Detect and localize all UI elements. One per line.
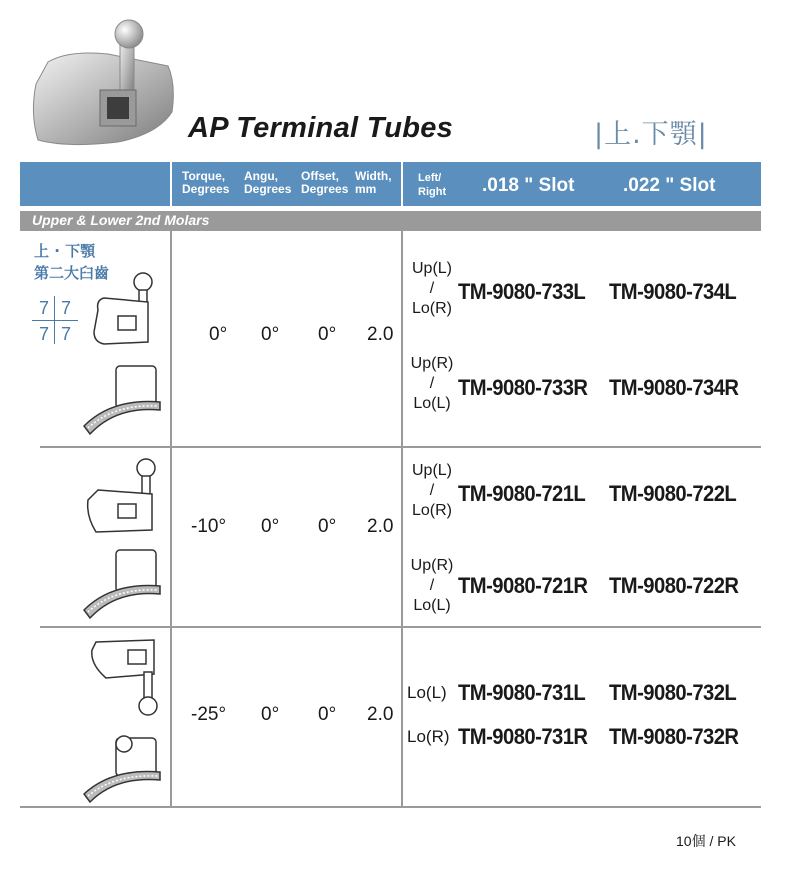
row-divider (40, 446, 761, 448)
column-divider (170, 231, 172, 808)
pack-quantity-note: 10個 / PK (676, 833, 736, 849)
part-number-018: TM-9080-733R (458, 375, 588, 400)
row1-entry1-side: Up(L) / Lo(R) (411, 260, 452, 317)
row3-width: 2.0 (367, 704, 394, 725)
header-angulation: Angu, Degrees (244, 169, 292, 196)
header-slot-022: .022 " Slot (623, 175, 716, 196)
part-number-018: TM-9080-721L (458, 481, 586, 506)
row3-entry1-side: Lo(L) (407, 683, 447, 702)
part-number-022: TM-9080-734L (609, 279, 737, 304)
terminal-tube-product-image (28, 14, 178, 150)
row2-width: 2.0 (367, 516, 394, 537)
row1-offset: 0° (318, 324, 337, 345)
column-divider (401, 231, 403, 808)
table-bottom-border (20, 806, 761, 808)
tooth-number-lower-right: 7 (61, 324, 72, 344)
row2-entry2-side: Up(R) / Lo(L) (410, 557, 454, 614)
row2-entry1-side: Up(L) / Lo(R) (411, 462, 452, 519)
row3-torque: -25° (191, 704, 227, 725)
header-separator (401, 162, 403, 206)
tooth-chart (32, 296, 78, 346)
tooth-chart-vline (54, 296, 55, 344)
tube-occlusal-view-icon (82, 548, 162, 620)
tooth-number-upper-left: 7 (39, 298, 50, 318)
header-left-right: Left/ Right (418, 172, 447, 198)
tube-occlusal-view-icon (82, 734, 162, 804)
section-label: Upper & Lower 2nd Molars (32, 212, 210, 228)
cjk-title: |上.下顎| (594, 119, 708, 150)
row3-offset: 0° (318, 704, 337, 725)
header-offset: Offset, Degrees (301, 169, 349, 196)
row1-entry2-side: Up(R) / Lo(L) (410, 355, 454, 412)
part-number-022: TM-9080-722R (609, 573, 739, 598)
part-number-022: TM-9080-732L (609, 680, 737, 705)
header-width: Width, mm (355, 169, 392, 196)
tube-occlusal-view-icon (82, 364, 162, 436)
row2-torque: -10° (191, 516, 227, 537)
cjk-arch-label: 上 · 下顎 (34, 242, 96, 260)
part-number-018: TM-9080-731L (458, 680, 586, 705)
row3-entry2-side: Lo(R) (407, 727, 450, 746)
row2-angulation: 0° (261, 516, 280, 537)
part-number-022: TM-9080-722L (609, 481, 737, 506)
part-number-022: TM-9080-732R (609, 724, 739, 749)
part-number-018: TM-9080-731R (458, 724, 588, 749)
tooth-chart-hline (32, 320, 78, 321)
tube-buccal-view-icon (86, 634, 166, 718)
row-divider (40, 626, 761, 628)
header-torque: Torque, Degrees (182, 169, 230, 196)
part-number-018: TM-9080-721R (458, 573, 588, 598)
cjk-tooth-label: 第二大臼齒 (34, 264, 110, 282)
part-number-022: TM-9080-734R (609, 375, 739, 400)
tooth-number-upper-right: 7 (61, 298, 72, 318)
header-separator (170, 162, 172, 206)
row1-angulation: 0° (261, 324, 280, 345)
header-slot-018: .018 " Slot (482, 175, 575, 196)
row2-offset: 0° (318, 516, 337, 537)
row1-torque: 0° (209, 324, 228, 345)
tube-buccal-view-icon (88, 268, 158, 354)
row1-width: 2.0 (367, 324, 394, 345)
tube-buccal-view-icon (80, 456, 160, 536)
tooth-number-lower-left: 7 (39, 324, 50, 344)
row3-angulation: 0° (261, 704, 280, 725)
part-number-018: TM-9080-733L (458, 279, 586, 304)
page-title: AP Terminal Tubes (188, 112, 454, 144)
